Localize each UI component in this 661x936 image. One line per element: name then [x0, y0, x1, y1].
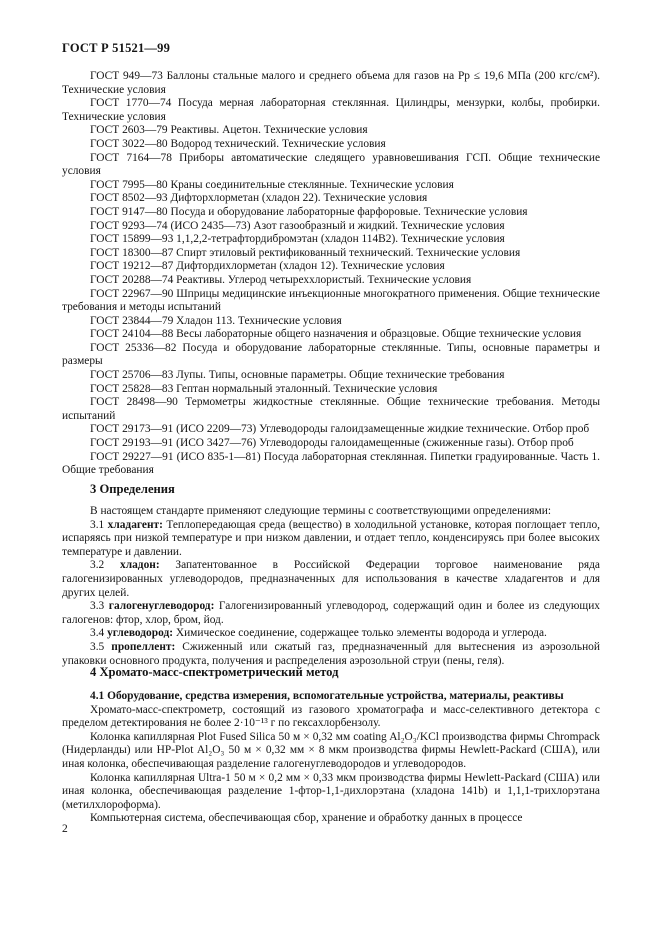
definition-item	[62, 519, 600, 560]
definition-text: Сжиженный или сжатый газ, предназначенный для вытеснения из аэрозольной упаковки основного продукта, получения и распределения аэрозольной струи (пены, геля).	[62, 640, 600, 667]
page-header-title: ГОСТ Р 51521—99	[62, 41, 171, 55]
reference-item: ГОСТ 23844—79 Хладон 113. Технические условия	[90, 314, 342, 327]
definition-number: 3.5	[90, 640, 105, 653]
definition-text: Запатентованное в Российской Федерации торговое наименование ряда галогенизированных углеводородов, предназначенных для использования в качестве хладагентов и для других целей.	[62, 559, 600, 599]
section-3-heading: 3 Определения	[90, 482, 175, 496]
definition-number: 3.1	[90, 518, 105, 531]
definition-item	[62, 627, 600, 641]
definition-term: хладагент:	[107, 518, 163, 531]
reference-item: ГОСТ 7995—80 Краны соединительные стеклянные. Технические условия	[90, 178, 454, 191]
reference-item: ГОСТ 7164—78 Приборы автоматические следящего уравновешивания ГСП. Общие технические условия	[62, 151, 600, 178]
definitions-block	[62, 505, 600, 668]
reference-item: ГОСТ 18300—87 Спирт этиловый ректификованный технический. Технические условия	[90, 246, 521, 259]
reference-item: ГОСТ 29193—91 (ИСО 3427—76) Углеводороды галоидамещенные (сжиженные газы). Отбор проб	[90, 437, 574, 450]
reference-item: ГОСТ 1770—74 Посуда мерная лабораторная стеклянная. Цилиндры, мензурки, колбы, пробирки. Технические условия	[62, 97, 600, 123]
reference-item: ГОСТ 25706—83 Лупы. Типы, основные параметры. Общие технические требования	[90, 369, 505, 382]
reference-item: ГОСТ 29173—91 (ИСО 2209—73) Углеводороды галоидзамещенные жидкие технические. Отбор проб	[90, 423, 590, 436]
definitions-intro: В настоящем стандарте применяют следующие термины с соответствующими определениями:	[90, 505, 552, 517]
definition-number: 3.3	[90, 600, 105, 613]
page-number: 2	[62, 823, 68, 835]
reference-item: ГОСТ 28498—90 Термометры жидкостные стеклянные. Общие технические требования. Методы испытаний	[62, 396, 600, 422]
reference-item: ГОСТ 949—73 Баллоны стальные малого и среднего объема для газов на Pр ≤ 19,6 МПа (200 кгс/см²). Технические условия	[62, 70, 600, 96]
equipment-paragraph: Колонка капиллярная Plot Fused Silica 50 м × 0,32 мм coating Al₂O₃/KCl производства фирмы Chrompack (Нидерланды) или HP-Plot Al₂O₃ 50 м × 0,32 мм × 8 мкм производства фирмы Hewlett-Packard (США), или иная колонка, обеспечивающая разделение галогенуглеводородов и углеводородов.	[62, 730, 600, 770]
equipment-paragraph: Колонка капиллярная Ultra-1 50 м × 0,2 мм × 0,33 мкм производства фирмы Hewlett-Packard (США) или иная колонка, обеспечивающая разделение 1-фтор-1,1-дихлорэтана (хладона 141b) и 1,1,1-трихлорэтана (метилхлороформа).	[62, 771, 600, 811]
reference-item: ГОСТ 25828—83 Гептан нормальный эталонный. Технические условия	[90, 382, 438, 395]
reference-item: ГОСТ 25336—82 Посуда и оборудование лабораторные стеклянные. Типы, основные параметры и размеры	[62, 341, 600, 368]
definition-number: 3.2	[90, 559, 105, 572]
definition-term: пропеллент:	[111, 640, 176, 653]
reference-item: ГОСТ 9293—74 (ИСО 2435—73) Азот газообразный и жидкий. Технические условия	[90, 219, 505, 232]
equipment-paragraph: Хромато-масс-спектрометр, состоящий из газового хроматографа и масс-селективного детектора с пределом детектирования не более 2·10⁻¹³ г по гексахлорбензолу.	[62, 703, 600, 730]
reference-item: ГОСТ 2603—79 Реактивы. Ацетон. Технические условия	[90, 124, 368, 137]
reference-item: ГОСТ 19212—87 Дифтордихлорметан (хладон 12). Технические условия	[90, 260, 445, 273]
normative-references-list	[62, 70, 600, 478]
equipment-paragraph: Компьютерная система, обеспечивающая сбор, хранение и обработку данных в процессе	[90, 812, 523, 825]
reference-item: ГОСТ 20288—74 Реактивы. Углерод четыреххлористый. Технические условия	[90, 273, 472, 286]
reference-item: ГОСТ 3022—80 Водород технический. Технические условия	[90, 137, 386, 150]
equipment-block	[62, 690, 600, 826]
definition-term: галогенуглеводород:	[108, 600, 215, 613]
section-4-heading: 4 Хромато-масс-спектрометрический метод	[90, 665, 339, 679]
subsection-4-1-heading: 4.1 Оборудование, средства измерения, вспомогательные устройства, материалы, реактивы	[90, 690, 564, 702]
reference-item: ГОСТ 15899—93 1,1,2,2-тетрафтордибромэтан (хладон 114В2). Технические условия	[90, 233, 505, 246]
reference-item: ГОСТ 9147—80 Посуда и оборудование лабораторные фарфоровые. Технические условия	[90, 205, 528, 218]
definition-item	[62, 600, 600, 627]
definition-text: Химическое соединение, содержащее только элементы водорода и углерода.	[175, 627, 547, 640]
reference-item: ГОСТ 24104—88 Весы лабораторные общего назначения и образцовые. Общие технические условия	[90, 328, 582, 341]
definition-term: углеводород:	[107, 627, 173, 640]
reference-item: ГОСТ 29227—91 (ИСО 835-1—81) Посуда лабораторная стеклянная. Пипетки градуированные. Часть 1. Общие требования	[62, 450, 600, 477]
definition-text: Галогенизированный углеводород, содержащий один и более из следующих галогенов: фтор, хлор, бром, йод.	[62, 600, 600, 626]
definition-term: хладон:	[120, 559, 160, 572]
reference-item: ГОСТ 8502—93 Дифторхлорметан (хладон 22). Технические условия	[90, 192, 428, 205]
definition-number: 3.4	[90, 627, 105, 640]
reference-item: ГОСТ 22967—90 Шприцы медицинские инъекционные многократного применения. Общие технические требования и методы испытаний	[62, 287, 600, 314]
definition-text: Теплопередающая среда (вещество) в холодильной установке, которая поглощает тепло, испаряясь при низкой температуре и при низком давлении, и отдает тепло, конденсируясь при более высоких температуре и давлении.	[62, 518, 600, 558]
definition-item	[62, 559, 600, 600]
